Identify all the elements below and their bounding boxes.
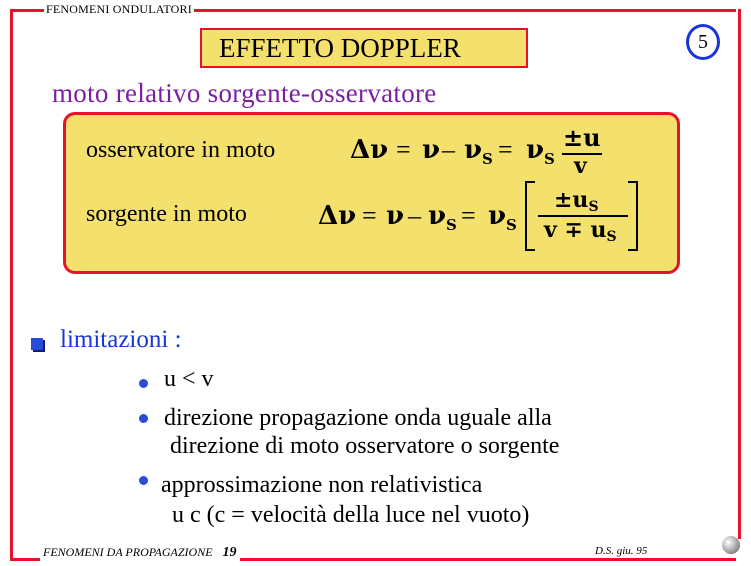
observer-equals-2: = <box>498 135 513 164</box>
source-equals-2: = <box>461 201 476 230</box>
source-delta-nu: Δν <box>318 201 357 231</box>
source-label: sorgente in moto <box>86 201 247 227</box>
observer-denominator: v <box>574 153 587 179</box>
footer-right: D.S. giu. 95 <box>592 545 650 557</box>
observer-equals-1: = <box>396 135 411 164</box>
limitation-item-3-line1: approssimazione non relativistica <box>161 472 483 498</box>
observer-nu-s: $\nu_S$ <box>464 135 493 168</box>
bullet-dot-icon <box>139 476 148 485</box>
bullet-dot-icon <box>139 414 148 423</box>
source-denominator: v ∓ uS <box>544 217 617 245</box>
slide-frame-right-edge <box>738 9 741 539</box>
limitation-item-1: u < v <box>164 366 214 392</box>
limitations-heading: limitazioni : <box>60 326 182 353</box>
limitation-item-2-line2: direzione di moto osservatore o sorgente <box>170 433 560 459</box>
header-label: FENOMENI ONDULATORI <box>46 2 192 16</box>
footer-page-number: 19 <box>222 545 237 560</box>
corner-sphere-icon <box>722 536 740 554</box>
observer-delta-nu: Δν <box>350 135 389 165</box>
observer-nu: ν <box>422 135 441 165</box>
source-nu-s-factor: $\nu_S$ <box>488 201 517 234</box>
limitation-item-2-line1: direzione propagazione onda uguale alla <box>164 405 552 431</box>
source-numerator: ±uS <box>554 187 599 215</box>
square-bullet-icon <box>31 338 43 350</box>
limitation-item-3-line2: u c (c = velocità della luce nel vuoto) <box>172 502 530 528</box>
bullet-dot-icon <box>139 379 148 388</box>
formula-box <box>63 112 680 274</box>
observer-nu-s-factor: $\nu_S$ <box>526 135 555 168</box>
source-minus: – <box>408 201 421 230</box>
observer-minus: – <box>442 135 455 164</box>
source-equals-1: = <box>362 201 377 230</box>
page-number-badge: 5 <box>686 24 720 60</box>
observer-label: osservatore in moto <box>86 137 276 163</box>
right-bracket <box>628 181 638 251</box>
slide-title: EFFETTO DOPPLER <box>200 28 528 68</box>
left-bracket <box>525 181 535 251</box>
source-nu: ν <box>386 201 405 231</box>
footer-left: FENOMENI DA PROPAGAZIONE 19 <box>40 545 240 561</box>
slide-subtitle: moto relativo sorgente-osservatore <box>52 78 437 108</box>
source-nu-s: $\nu_S$ <box>428 201 457 234</box>
observer-numerator: ±u <box>563 123 601 152</box>
